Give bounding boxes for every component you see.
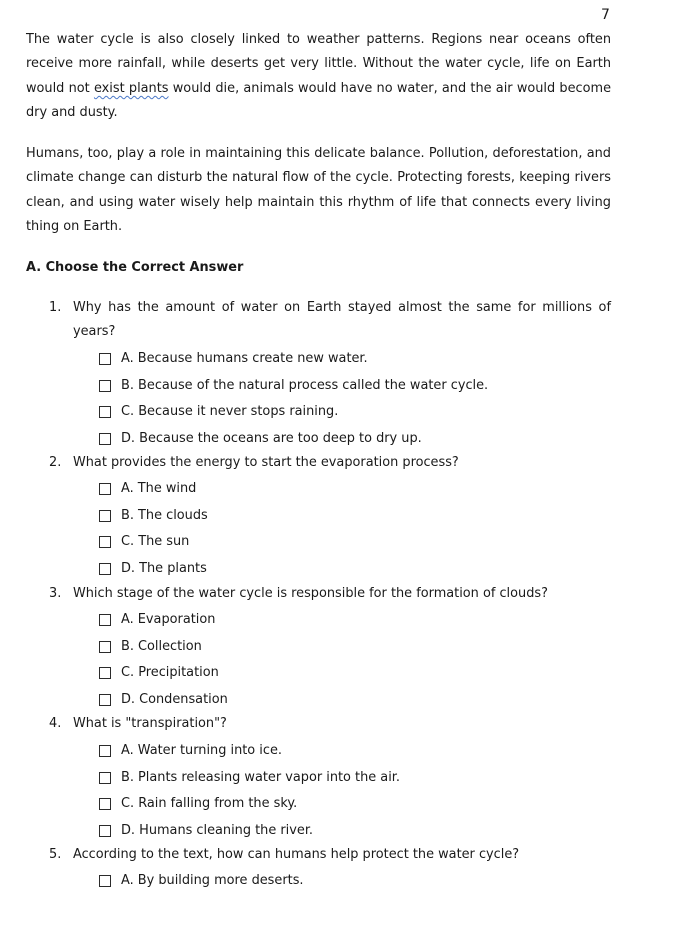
answer-option-label: A. By building more deserts.: [121, 873, 304, 888]
answer-option[interactable]: [99, 690, 228, 710]
page-number: 7: [601, 7, 610, 23]
question-number: 2.: [49, 455, 62, 470]
answer-option[interactable]: [99, 506, 208, 526]
question-text: What is "transpiration"?: [73, 716, 227, 731]
answer-checkbox[interactable]: [99, 641, 111, 653]
answer-option[interactable]: [99, 637, 202, 657]
paragraph-humans: Humans, too, play a role in maintaining this delicate balance. Pollution, deforestation, and climate change can disturb the natural flow of the cycle. Protecting forests, keeping rivers clean, and using water wisely help maintain this rhythm of life that connects every living thing on Earth.: [26, 146, 611, 235]
answer-option[interactable]: [99, 349, 368, 369]
question-number: 3.: [49, 586, 62, 601]
answer-option-label: A. Water turning into ice.: [121, 743, 282, 758]
answer-checkbox[interactable]: [99, 433, 111, 445]
answer-option[interactable]: [99, 663, 219, 683]
answer-option-label: B. Because of the natural process called the water cycle.: [121, 377, 489, 393]
answer-option[interactable]: [99, 821, 313, 841]
question-text: What provides the energy to start the evaporation process?: [73, 455, 459, 470]
spellcheck-flagged-text[interactable]: exist plants: [93, 80, 169, 96]
answer-checkbox[interactable]: [99, 353, 111, 365]
answer-option[interactable]: [99, 610, 215, 630]
answer-option-label: C. Rain falling from the sky.: [121, 796, 298, 811]
answer-option-label: B. Plants releasing water vapor into the air.: [121, 769, 400, 785]
answer-checkbox[interactable]: [99, 875, 111, 887]
answer-checkbox[interactable]: [99, 772, 111, 784]
answer-option-label: C. The sun: [121, 534, 190, 549]
answer-checkbox[interactable]: [99, 563, 111, 575]
answer-checkbox[interactable]: [99, 510, 111, 522]
answer-option-label: D. Condensation: [121, 691, 228, 707]
answer-option-label: D. The plants: [121, 560, 207, 576]
question-number: 1.: [49, 300, 62, 315]
answer-checkbox[interactable]: [99, 667, 111, 679]
answer-checkbox[interactable]: [99, 406, 111, 418]
answer-checkbox[interactable]: [99, 380, 111, 392]
paragraph-text: would die, animals would have no water, and the air would become dry and dusty.: [26, 80, 612, 121]
paragraph-weather: [26, 28, 611, 126]
answer-checkbox[interactable]: [99, 825, 111, 837]
answer-checkbox[interactable]: [99, 798, 111, 810]
answer-option-label: A. Because humans create new water.: [121, 351, 368, 366]
answer-checkbox[interactable]: [99, 745, 111, 757]
answer-option-label: A. The wind: [121, 481, 197, 496]
answer-checkbox[interactable]: [99, 483, 111, 495]
answer-option[interactable]: [99, 429, 422, 449]
answer-option-label: B. Collection: [121, 638, 202, 654]
answer-option-label: C. Because it never stops raining.: [121, 404, 339, 419]
answer-option-label: A. Evaporation: [121, 612, 216, 627]
section-heading: A. Choose the Correct Answer: [26, 260, 244, 275]
question-text: Why has the amount of water on Earth stayed almost the same for millions of years?: [73, 300, 611, 340]
answer-option-label: C. Precipitation: [121, 665, 219, 680]
answer-option[interactable]: [99, 532, 189, 552]
question-text: According to the text, how can humans help protect the water cycle?: [73, 847, 520, 862]
answer-option[interactable]: [99, 402, 338, 422]
answer-option[interactable]: [99, 479, 196, 499]
answer-checkbox[interactable]: [99, 694, 111, 706]
answer-option[interactable]: [99, 741, 282, 761]
answer-checkbox[interactable]: [99, 536, 111, 548]
answer-option-label: B. The clouds: [121, 507, 208, 523]
answer-option[interactable]: [99, 376, 488, 396]
answer-option[interactable]: [99, 768, 400, 788]
answer-option-label: D. Because the oceans are too deep to dry up.: [121, 430, 422, 446]
question-number: 5.: [49, 847, 62, 862]
answer-option-label: D. Humans cleaning the river.: [121, 822, 314, 838]
question-text: Which stage of the water cycle is responsible for the formation of clouds?: [73, 586, 548, 601]
answer-checkbox[interactable]: [99, 614, 111, 626]
answer-option[interactable]: [99, 559, 207, 579]
answer-option[interactable]: [99, 871, 304, 891]
answer-option[interactable]: [99, 794, 297, 814]
question-number: 4.: [49, 716, 62, 731]
paragraph-text: The water cycle is also closely linked to weather patterns. Regions near oceans often receive more rainfall, while deserts get very little. Without the water cycle, life on Earth would not: [26, 32, 611, 96]
